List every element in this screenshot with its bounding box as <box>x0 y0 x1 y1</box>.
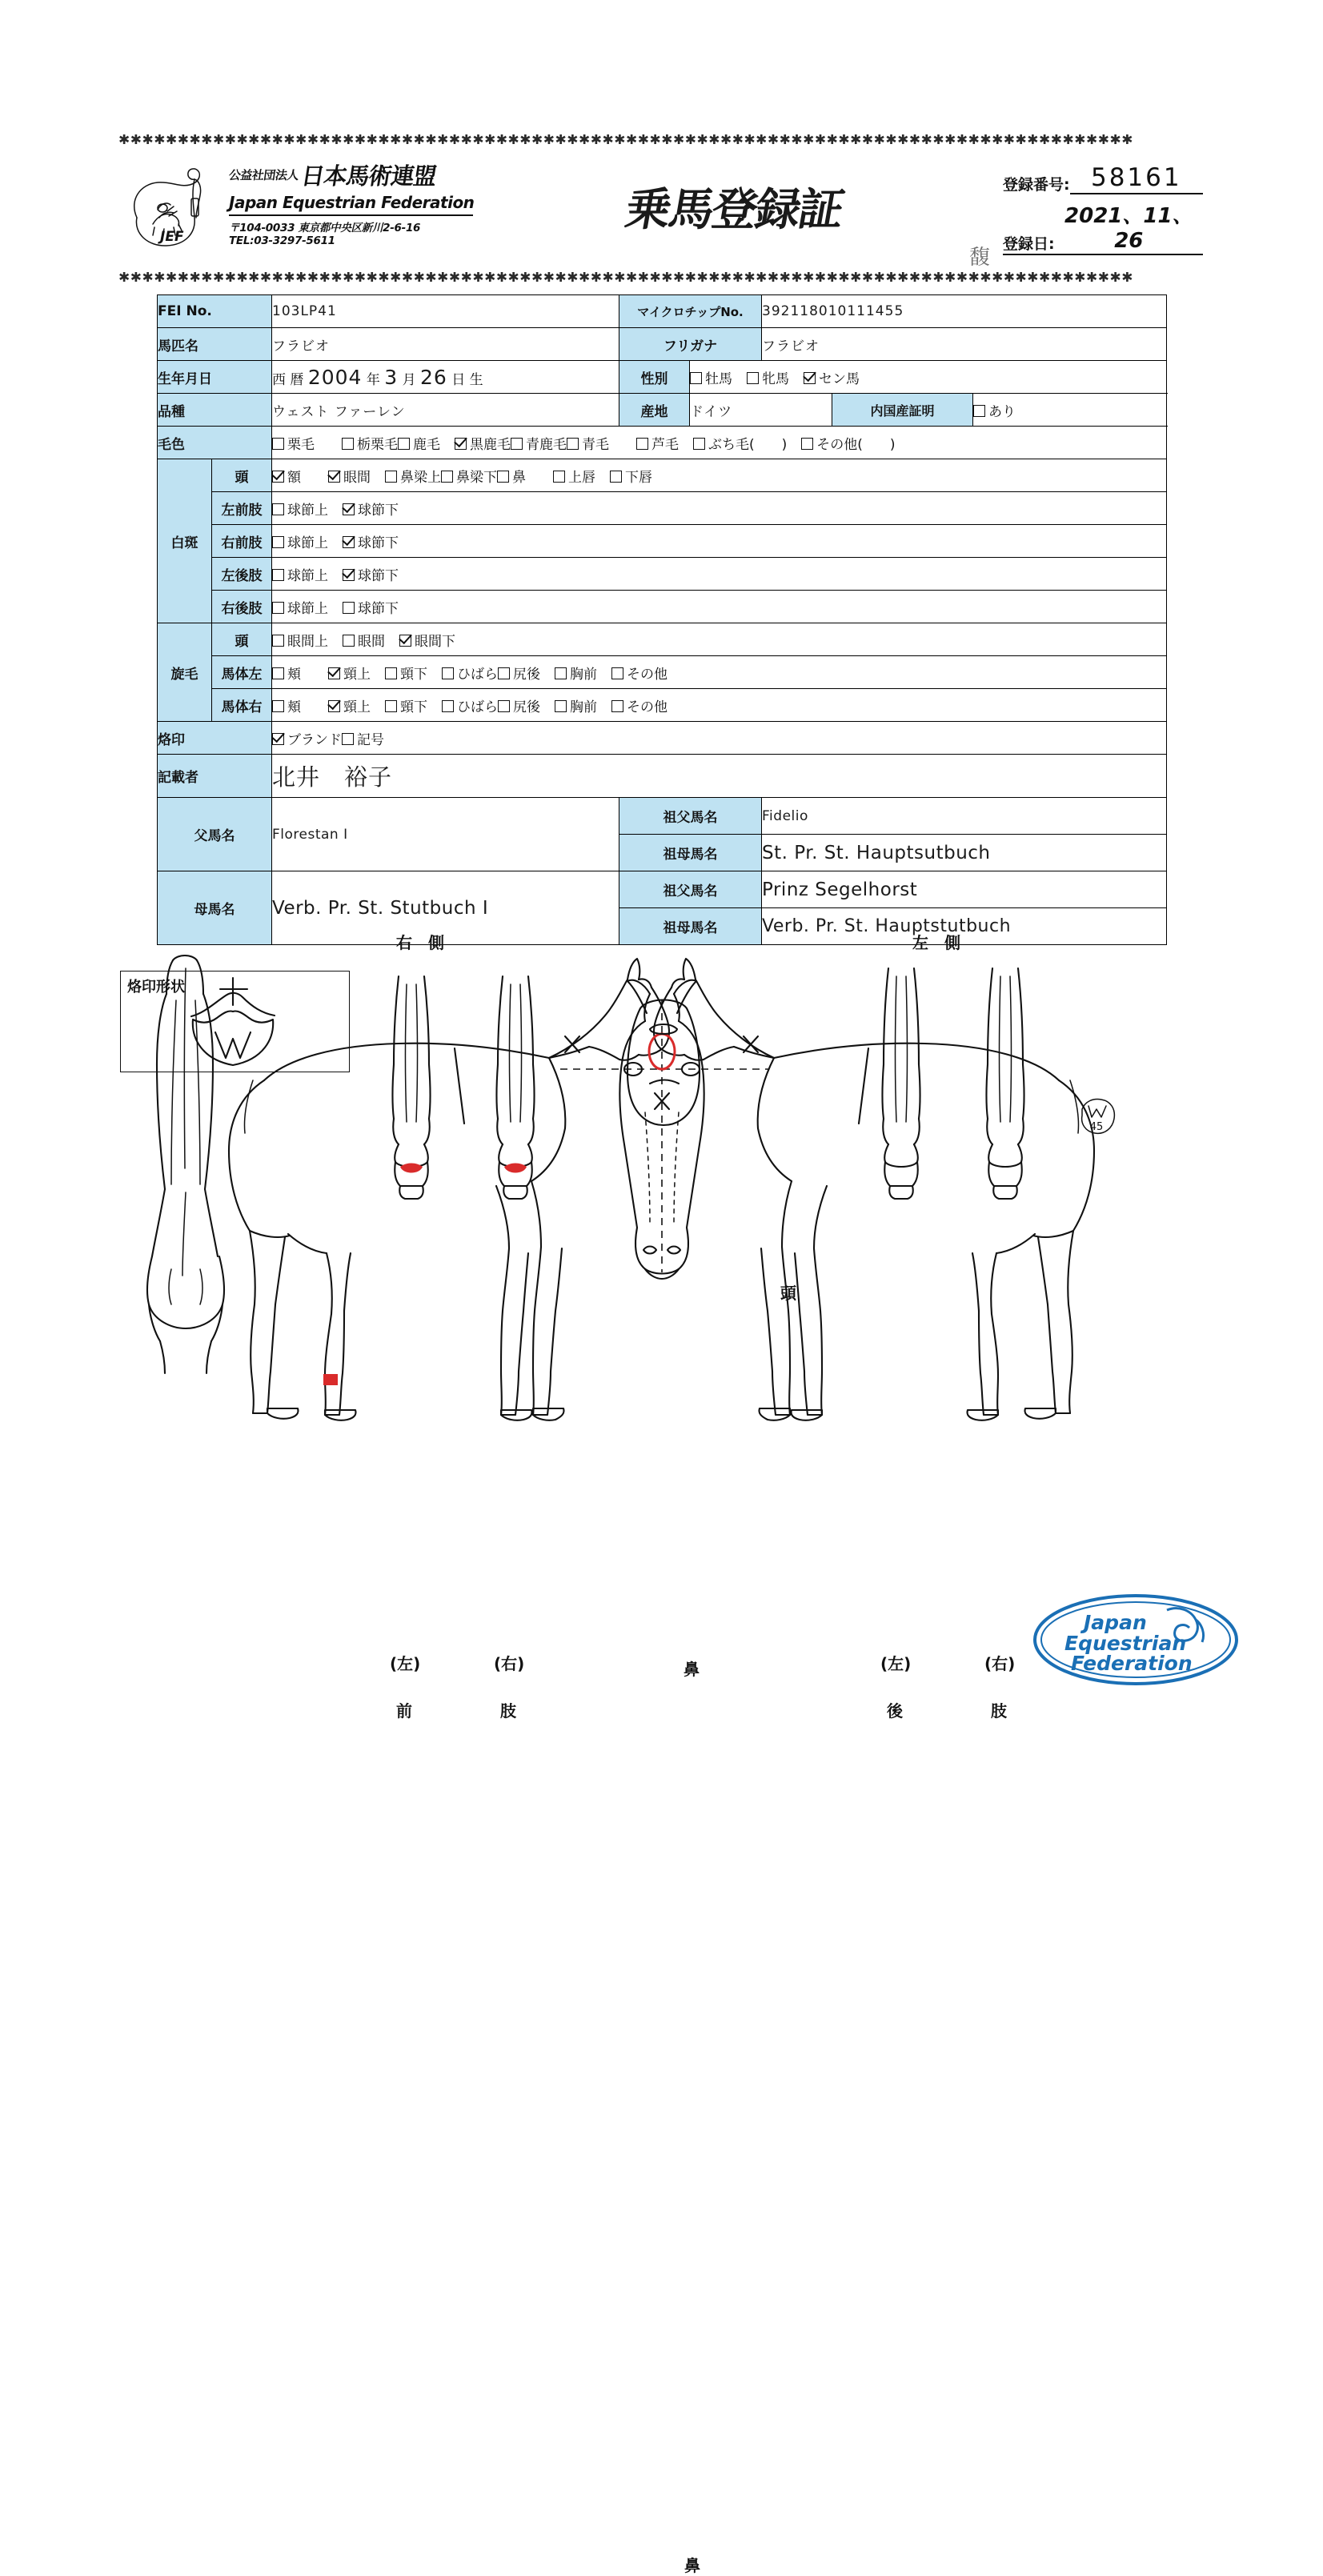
label-front-limb-2: 肢 <box>500 1701 516 1721</box>
option-label: ブランド <box>287 731 342 748</box>
checkbox[interactable] <box>328 667 340 679</box>
table-row <box>158 798 1167 835</box>
birth-date-value <box>272 361 619 394</box>
origin-value: ドイツ <box>690 394 832 427</box>
checkbox[interactable] <box>343 635 355 647</box>
org-address: 〒104-0033 東京都中央区新川2-6-16 <box>229 222 421 234</box>
breed-label: 品種 <box>158 394 272 427</box>
star-divider-top: ✱✱✱✱✱✱✱✱✱✱✱✱✱✱✱✱✱✱✱✱✱✱✱✱✱✱✱✱✱✱✱✱✱✱✱✱✱✱✱✱✱✱✱✱✱✱✱✱✱✱✱✱✱✱✱✱✱✱✱✱✱✱✱✱✱✱✱✱✱✱✱✱✱✱✱✱✱✱✱✱✱✱✱✱✱✱ <box>118 134 1133 146</box>
brand-mark-number: 45 <box>1089 1121 1104 1133</box>
checkbox[interactable] <box>272 635 284 647</box>
option-label: 記号 <box>357 731 384 748</box>
registration-number-row <box>1003 163 1203 194</box>
option-label: 眼間下 <box>415 633 455 650</box>
option-label: 眼間 <box>358 633 385 650</box>
microchip-label: マイクロチップNo. <box>619 295 762 328</box>
table-row <box>158 295 1167 328</box>
sire-granddam-value: St. Pr. St. Hauptsutbuch <box>762 835 1167 871</box>
white-part-right-fore: 右前肢 <box>212 525 272 558</box>
checkbox[interactable] <box>343 536 355 548</box>
checkbox[interactable] <box>385 700 397 712</box>
horse-rear-view <box>147 955 224 1373</box>
org-name-en: Japan Equestrian Federation <box>229 193 475 212</box>
registration-block <box>969 163 1203 270</box>
option-label: 額 <box>287 469 301 486</box>
option-label: 球節下 <box>358 535 399 551</box>
official-stamp: 馥 <box>969 246 991 270</box>
white-rf-option-1[interactable] <box>343 535 399 551</box>
sex-option-female[interactable] <box>747 371 789 387</box>
coat-option-6[interactable] <box>636 437 679 453</box>
label-hind-limb-2: 肢 <box>991 1701 1007 1721</box>
checkbox[interactable] <box>385 667 397 679</box>
coat-option-8[interactable] <box>801 437 863 453</box>
option-label: 牡馬 <box>705 371 732 387</box>
checkbox[interactable] <box>497 471 509 483</box>
label-left-side: 左 側 <box>912 933 960 952</box>
option-label: 眼間上 <box>287 633 328 650</box>
white-part-right-hind: 右後肢 <box>212 591 272 623</box>
white-part-left-fore: 左前肢 <box>212 492 272 525</box>
whorl-br-option-6[interactable] <box>611 699 668 715</box>
table-row <box>158 656 1167 689</box>
label-hind-left: (左) <box>880 1654 912 1673</box>
label-nose: 鼻 <box>684 2556 700 2575</box>
furigana-value: フラビオ <box>762 328 1167 361</box>
checkbox[interactable] <box>442 667 454 679</box>
org-prefix: 公益社団法人 <box>227 168 300 182</box>
white-part-left-hind: 左後肢 <box>212 558 272 591</box>
whorl-bl-option-5[interactable] <box>555 667 597 683</box>
whorl-br-option-4[interactable] <box>498 699 540 715</box>
label-front-right: (右) <box>494 1654 525 1673</box>
whorl-part-head: 頭 <box>212 623 272 656</box>
horse-diagram <box>0 933 1323 2575</box>
checkbox[interactable] <box>272 438 284 450</box>
checkbox[interactable] <box>555 667 567 679</box>
checkbox[interactable] <box>973 405 985 417</box>
horse-right-side-view <box>229 959 669 1420</box>
registration-number-label: 登録番号: <box>1003 176 1070 194</box>
table-row <box>158 558 1167 591</box>
whorl-br-option-0[interactable] <box>272 699 301 715</box>
option-label: 球節下 <box>358 600 399 617</box>
birth-day-unit: 日 生 <box>451 371 483 388</box>
sire-value: Florestan I <box>272 798 619 871</box>
front-limbs-view <box>393 976 535 1199</box>
whorl-head-option-0[interactable] <box>272 634 328 650</box>
svg-text:JEF: JEF <box>160 229 184 245</box>
whorl-label: 旋毛 <box>158 623 212 722</box>
whorl-bl-option-1[interactable] <box>328 667 371 683</box>
option-label: セン馬 <box>819 371 860 387</box>
option-label: 球節上 <box>287 535 328 551</box>
microchip-value: 392118010111455 <box>762 295 1167 328</box>
white-head-option-6[interactable] <box>610 470 652 486</box>
whorl-br-option-1[interactable] <box>328 699 371 715</box>
checkbox[interactable] <box>272 471 284 483</box>
checkbox[interactable] <box>555 700 567 712</box>
sex-option-gelding[interactable] <box>804 371 860 387</box>
checkbox[interactable] <box>747 372 759 384</box>
dam-granddam-label: 祖母馬名 <box>619 908 762 945</box>
checkbox[interactable] <box>272 503 284 515</box>
coat-option-4[interactable] <box>511 437 567 453</box>
option-label: 球節上 <box>287 502 328 519</box>
origin-label: 産地 <box>619 394 690 427</box>
option-label: 頬 <box>287 699 301 715</box>
option-label: 青鹿毛 <box>526 436 567 453</box>
option-label: 牝馬 <box>762 371 789 387</box>
sex-options <box>690 361 1167 394</box>
white-left-fore-options <box>272 492 1167 525</box>
coat-option-0[interactable] <box>272 437 315 453</box>
table-row <box>158 871 1167 908</box>
option-label: 青毛 <box>582 436 609 453</box>
table-row <box>158 591 1167 623</box>
white-lf-option-0[interactable] <box>272 503 328 519</box>
option-label: ひばら <box>457 666 498 683</box>
option-label: 下唇 <box>625 469 652 486</box>
whorl-br-option-3[interactable] <box>442 699 498 715</box>
document-header <box>118 152 1207 268</box>
dam-value: Verb. Pr. St. Stutbuch I <box>272 871 619 945</box>
seal-line-1: Japan <box>1084 1611 1147 1634</box>
option-label: あり <box>988 403 1016 420</box>
option-label: 球節上 <box>287 600 328 617</box>
checkbox[interactable] <box>553 471 565 483</box>
checkbox[interactable] <box>610 471 622 483</box>
horse-name-value: フラビオ <box>272 328 619 361</box>
option-label: 球節下 <box>358 567 399 584</box>
checkbox[interactable] <box>343 569 355 581</box>
whorl-bl-option-3[interactable] <box>442 667 498 683</box>
sire-grandsire-label: 祖父馬名 <box>619 798 762 835</box>
checkbox[interactable] <box>498 700 510 712</box>
checkbox[interactable] <box>272 569 284 581</box>
white-right-hind-options <box>272 591 1167 623</box>
registration-date-row <box>969 199 1203 270</box>
white-rh-option-0[interactable] <box>272 601 328 617</box>
fei-no-label: FEI No. <box>158 295 272 328</box>
furigana-label: フリガナ <box>619 328 762 361</box>
white-lh-option-1[interactable] <box>343 568 399 584</box>
birth-day: 26 <box>419 365 447 389</box>
checkbox[interactable] <box>272 667 284 679</box>
white-rh-option-1[interactable] <box>343 601 399 617</box>
brand-options <box>272 722 1167 755</box>
checkbox[interactable] <box>567 438 579 450</box>
white-markings-label: 白斑 <box>158 459 212 623</box>
whorl-br-option-2[interactable] <box>385 699 427 715</box>
fei-no-value: 103LP41 <box>272 295 619 328</box>
option-label: 上唇 <box>568 469 595 486</box>
jef-logo-icon <box>122 160 223 252</box>
registration-date-value: 2021、11、26 <box>1064 204 1193 253</box>
whorl-br-option-5[interactable] <box>555 699 597 715</box>
table-row <box>158 525 1167 558</box>
whorl-bl-option-4[interactable] <box>498 667 540 683</box>
option-label: 頬 <box>287 666 301 683</box>
whorl-head-option-2[interactable] <box>399 634 455 650</box>
white-head-option-5[interactable] <box>553 470 595 486</box>
registration-number-value: 58161 <box>1070 163 1203 194</box>
checkbox[interactable] <box>385 471 397 483</box>
table-row <box>158 328 1167 361</box>
whorl-part-body-right: 馬体右 <box>212 689 272 722</box>
table-row <box>158 427 1167 459</box>
seal-line-2: Equestrian <box>1064 1632 1187 1655</box>
sex-option-male[interactable] <box>690 371 732 387</box>
star-divider-bottom: ✱✱✱✱✱✱✱✱✱✱✱✱✱✱✱✱✱✱✱✱✱✱✱✱✱✱✱✱✱✱✱✱✱✱✱✱✱✱✱✱✱✱✱✱✱✱✱✱✱✱✱✱✱✱✱✱✱✱✱✱✱✱✱✱✱✱✱✱✱✱✱✱✱✱✱✱✱✱✱✱✱✱✱✱✱✱ <box>118 272 1133 283</box>
whorl-body-right-options <box>272 689 1167 722</box>
table-row <box>158 755 1167 798</box>
writer-label: 記載者 <box>158 755 272 798</box>
registration-date-label: 登録日: <box>1003 235 1055 253</box>
whorl-part-body-left: 馬体左 <box>212 656 272 689</box>
checkbox[interactable] <box>272 733 284 745</box>
white-part-head: 頭 <box>212 459 272 492</box>
checkbox[interactable] <box>272 602 284 614</box>
checkbox[interactable] <box>636 438 648 450</box>
option-label: 鼻 <box>512 469 526 486</box>
birth-prefix: 西 暦 <box>272 371 304 388</box>
table-row <box>158 492 1167 525</box>
option-label: 頸下 <box>400 666 427 683</box>
brand-option-symbol[interactable] <box>342 732 384 748</box>
option-label: その他( <box>816 436 863 453</box>
coat-color-label: 毛色 <box>158 427 272 459</box>
domestic-cert-label: 内国産証明 <box>832 394 973 427</box>
sire-label: 父馬名 <box>158 798 272 871</box>
sire-granddam-label: 祖母馬名 <box>619 835 762 871</box>
option-label: 球節下 <box>358 502 399 519</box>
table-row <box>158 361 1167 394</box>
birth-date-label: 生年月日 <box>158 361 272 394</box>
sex-label: 性別 <box>619 361 690 394</box>
checkbox[interactable] <box>343 503 355 515</box>
white-lh-option-0[interactable] <box>272 568 328 584</box>
table-row <box>158 623 1167 656</box>
checkbox[interactable] <box>442 700 454 712</box>
option-label: ひばら <box>457 699 498 715</box>
coat-option-3[interactable] <box>455 437 511 453</box>
checkbox[interactable] <box>441 471 453 483</box>
option-label: 尻後 <box>513 699 540 715</box>
white-head-options <box>272 459 1167 492</box>
checkbox[interactable] <box>693 438 705 450</box>
label-hind-limb-1: 後 <box>887 1701 903 1721</box>
birth-year-unit: 年 <box>366 371 380 388</box>
dam-label: 母馬名 <box>158 871 272 945</box>
checkbox[interactable] <box>611 700 623 712</box>
page-title: 乗馬登録証 <box>621 184 847 236</box>
checkbox[interactable] <box>272 536 284 548</box>
brand-label: 烙印 <box>158 722 272 755</box>
option-label: 胸前 <box>570 666 597 683</box>
brand-mark-on-hindquarter <box>1082 1100 1115 1134</box>
white-head-option-1[interactable] <box>328 470 371 486</box>
option-label: 球節上 <box>287 567 328 584</box>
horse-details-table <box>157 294 1167 945</box>
checkbox[interactable] <box>804 372 816 384</box>
table-row <box>158 459 1167 492</box>
option-label: 頸上 <box>343 666 371 683</box>
label-hind-right: (右) <box>984 1654 1016 1673</box>
option-label: 胸前 <box>570 699 597 715</box>
table-row <box>158 689 1167 722</box>
white-right-fore-options <box>272 525 1167 558</box>
whorl-bl-option-0[interactable] <box>272 667 301 683</box>
option-label: 鹿毛 <box>413 436 440 453</box>
option-label: 鼻梁上 <box>400 469 441 486</box>
checkbox[interactable] <box>690 372 702 384</box>
option-label: 芦毛 <box>651 436 679 453</box>
dam-granddam-value: Verb. Pr. St. Hauptstutbuch <box>762 908 1167 945</box>
org-telephone: TEL:03-3297-5611 <box>229 234 335 247</box>
white-head-option-4[interactable] <box>497 470 526 486</box>
sire-grandsire-value: Fidelio <box>762 798 1167 835</box>
horse-name-label: 馬匹名 <box>158 328 272 361</box>
organization-block <box>229 158 517 247</box>
option-label: ぶち毛( <box>708 436 755 453</box>
label-nose-caption: 鼻 <box>684 1660 700 1679</box>
whorl-body-left-options <box>272 656 1167 689</box>
option-label: 栗毛 <box>287 436 315 453</box>
option-label: その他 <box>627 699 668 715</box>
checkbox[interactable] <box>498 667 510 679</box>
seal-line-3: Federation <box>1071 1652 1193 1675</box>
birth-month-unit: 月 <box>402 371 416 388</box>
writer-value: 北井 裕子 <box>272 755 1167 798</box>
hind-limbs-view <box>883 968 1024 1199</box>
table-row <box>158 722 1167 755</box>
breed-value: ウェスト ファーレン <box>272 394 619 427</box>
birth-year: 2004 <box>307 365 363 389</box>
table-row <box>158 394 1167 427</box>
option-label: その他 <box>627 666 668 683</box>
checkbox[interactable] <box>611 667 623 679</box>
jef-oval-seal <box>1032 1592 1239 1687</box>
checkbox[interactable] <box>342 438 354 450</box>
option-label: 鼻梁下 <box>456 469 497 486</box>
white-left-hind-options <box>272 558 1167 591</box>
white-head-option-2[interactable] <box>385 470 441 486</box>
coat-option-5[interactable] <box>567 437 609 453</box>
whorl-head-option-1[interactable] <box>343 634 385 650</box>
option-label: 頸下 <box>400 699 427 715</box>
brand-option-brand[interactable] <box>272 732 342 748</box>
label-front-left: (左) <box>390 1654 421 1673</box>
checkbox[interactable] <box>399 635 411 647</box>
white-rf-option-0[interactable] <box>272 535 328 551</box>
checkbox[interactable] <box>342 733 354 745</box>
coat-option-2[interactable] <box>398 437 440 453</box>
checkbox[interactable] <box>398 438 410 450</box>
option-label: 頸上 <box>343 699 371 715</box>
domestic-cert-option[interactable] <box>973 394 1167 427</box>
dam-grandsire-value: Prinz Segelhorst <box>762 871 1167 908</box>
label-head: 頭 <box>780 1284 796 1303</box>
option-label: 眼間 <box>343 469 371 486</box>
checkbox[interactable] <box>511 438 523 450</box>
brand-shape-label: 烙印形状 <box>127 979 185 996</box>
checkbox[interactable] <box>328 471 340 483</box>
white-head-option-3[interactable] <box>441 470 497 486</box>
checkbox[interactable] <box>272 700 284 712</box>
option-label: 栃栗毛 <box>357 436 398 453</box>
dam-grandsire-label: 祖父馬名 <box>619 871 762 908</box>
checkbox[interactable] <box>328 700 340 712</box>
checkbox[interactable] <box>455 438 467 450</box>
whorl-bl-option-2[interactable] <box>385 667 427 683</box>
coat-option-1[interactable] <box>342 437 398 453</box>
whorl-head-options <box>272 623 1167 656</box>
white-head-option-0[interactable] <box>272 470 301 486</box>
birth-month: 3 <box>384 365 399 389</box>
coat-color-options: 栗毛 栃栗毛 鹿毛 黒鹿毛 青鹿毛 青毛 芦毛 ぶち毛( ) その他( ) <box>272 427 1167 459</box>
org-divider <box>229 214 473 216</box>
coat-option-7[interactable] <box>693 437 755 453</box>
checkbox[interactable] <box>343 602 355 614</box>
org-name-jp: 日本馬術連盟 <box>299 162 439 190</box>
whorl-bl-option-6[interactable] <box>611 667 668 683</box>
label-front-limb-1: 前 <box>396 1701 412 1721</box>
option-label: 黒鹿毛 <box>470 436 511 453</box>
label-right-side: 右 側 <box>396 933 444 952</box>
checkbox[interactable] <box>801 438 813 450</box>
option-label: 尻後 <box>513 666 540 683</box>
white-lf-option-1[interactable] <box>343 503 399 519</box>
